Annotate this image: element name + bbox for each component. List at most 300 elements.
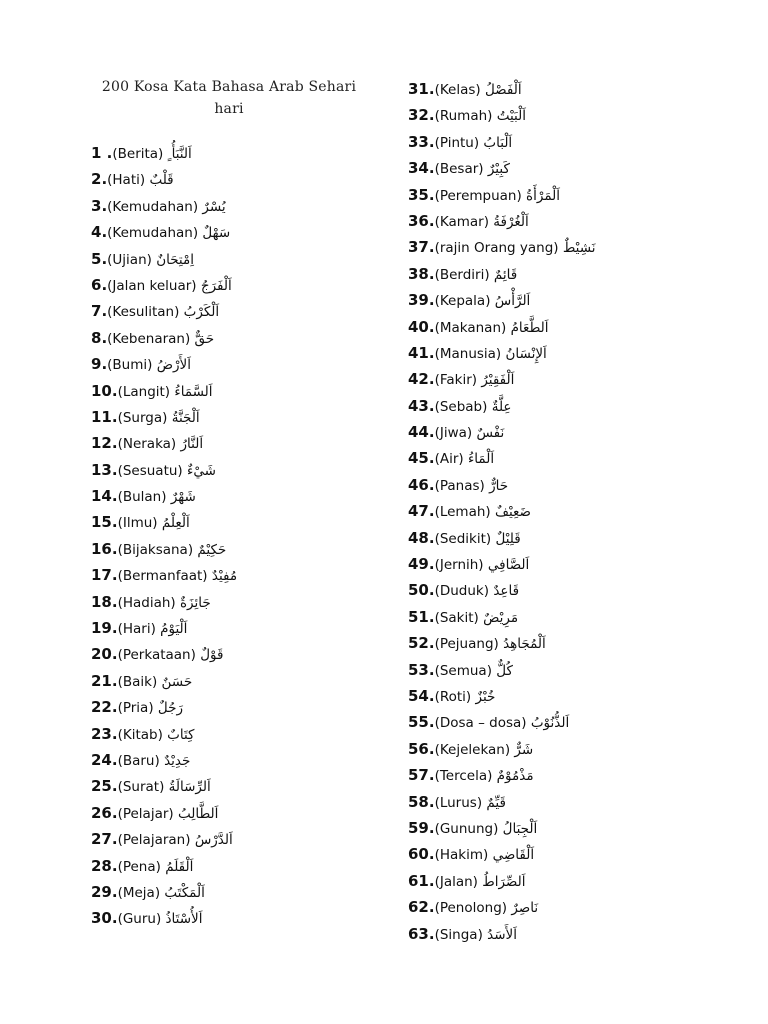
vocab-entry bbox=[408, 921, 748, 947]
entry-number: 45 bbox=[408, 449, 429, 468]
entry-number: 16 bbox=[91, 539, 112, 558]
vocab-entry bbox=[408, 525, 748, 551]
entry-separator: . bbox=[111, 566, 118, 585]
entry-number: 60 bbox=[408, 845, 429, 864]
entry-arabic: سَهْلٌ bbox=[202, 225, 231, 242]
entry-arabic: جَدِيْدٌ bbox=[164, 752, 191, 769]
vocab-entry bbox=[408, 657, 748, 683]
entry-separator: . bbox=[101, 170, 108, 189]
entry-arabic: نَفْسٌ bbox=[476, 425, 505, 442]
entry-meaning: (Berdiri) bbox=[434, 266, 490, 283]
document-title bbox=[84, 76, 374, 120]
entry-number: 35 bbox=[408, 185, 429, 204]
entry-separator: . bbox=[111, 645, 118, 664]
entry-separator: . bbox=[101, 196, 108, 215]
entry-meaning: (Panas) bbox=[434, 477, 485, 494]
vocab-entry bbox=[91, 826, 391, 852]
entry-meaning: (Pintu) bbox=[434, 134, 480, 151]
entry-meaning: (Lurus) bbox=[434, 794, 483, 811]
entry-separator: . bbox=[428, 871, 435, 890]
vocab-entry bbox=[408, 762, 748, 788]
vocab-entry bbox=[91, 325, 391, 351]
entry-arabic: اَلأَسَدُ bbox=[487, 926, 517, 943]
entry-arabic: اَلنَّارُ bbox=[180, 436, 204, 453]
entry-meaning: (Fakir) bbox=[434, 372, 478, 389]
entry-number: 62 bbox=[408, 898, 429, 917]
vocab-entry bbox=[91, 747, 391, 773]
entry-meaning: (Perkataan) bbox=[117, 647, 196, 664]
entry-arabic: قَيِّمٌ bbox=[486, 794, 506, 811]
vocab-entry bbox=[91, 483, 391, 509]
vocab-entry bbox=[91, 879, 391, 905]
entry-number: 40 bbox=[408, 317, 429, 336]
vocab-entry bbox=[408, 577, 748, 603]
entry-meaning: (Sesuatu) bbox=[117, 462, 183, 479]
entry-number: 59 bbox=[408, 818, 429, 837]
entry-separator: . bbox=[428, 423, 435, 442]
entry-meaning: (Jernih) bbox=[434, 557, 484, 574]
entry-separator: . bbox=[111, 619, 118, 638]
entry-separator: . bbox=[111, 513, 118, 532]
entry-arabic: نَشِيْطٌ bbox=[562, 240, 596, 257]
entry-separator: . bbox=[428, 924, 435, 943]
vocab-entry bbox=[91, 378, 391, 404]
vocab-entry bbox=[91, 615, 391, 641]
entry-separator: . bbox=[111, 407, 118, 426]
entry-number: 31 bbox=[408, 80, 429, 98]
entry-arabic: اَلْمَرْأَةُ bbox=[526, 187, 560, 204]
entry-number: 55 bbox=[408, 713, 429, 732]
entry-meaning: (Kepala) bbox=[434, 293, 491, 310]
entry-number: 26 bbox=[91, 803, 112, 822]
entry-number: 29 bbox=[91, 882, 112, 901]
entry-number: 39 bbox=[408, 291, 429, 310]
entry-meaning: (Kesulitan) bbox=[107, 304, 180, 321]
entry-separator: . bbox=[111, 487, 118, 506]
entry-meaning: (Sedikit) bbox=[434, 530, 492, 547]
entry-separator: . bbox=[428, 449, 435, 468]
entry-separator: . bbox=[428, 792, 435, 811]
vocab-entry bbox=[408, 683, 748, 709]
entry-separator: . bbox=[428, 396, 435, 415]
entry-separator: . bbox=[111, 856, 118, 875]
entry-arabic: اَلْجَنَّةُ bbox=[171, 409, 200, 426]
entry-arabic: اَلْفَقِيْرُ bbox=[481, 372, 515, 389]
entry-arabic: اَلنَّبَأُ ٍ bbox=[167, 146, 192, 162]
entry-meaning: (Ilmu) bbox=[117, 515, 158, 532]
entry-number: 53 bbox=[408, 660, 429, 679]
entry-arabic: اَلْقَاضِي bbox=[492, 847, 535, 864]
entry-number: 32 bbox=[408, 106, 429, 125]
vocab-entry bbox=[91, 404, 391, 430]
entry-arabic: حَقٌّ bbox=[194, 330, 215, 347]
vocab-entry bbox=[408, 630, 748, 656]
vocab-entry bbox=[408, 709, 748, 735]
entry-number: 48 bbox=[408, 528, 429, 547]
entry-number: 17 bbox=[91, 566, 112, 585]
entry-number: 57 bbox=[408, 766, 429, 785]
entry-separator: . bbox=[111, 909, 118, 928]
entry-arabic: اَلدَّرْسُ bbox=[194, 832, 233, 849]
entry-arabic: اَلصَّافِي bbox=[487, 557, 530, 574]
vocab-entry bbox=[408, 894, 748, 920]
entry-number: 43 bbox=[408, 396, 429, 415]
vocab-entry bbox=[408, 419, 748, 445]
entry-separator: . bbox=[428, 713, 435, 732]
entry-separator: . bbox=[428, 317, 435, 336]
entry-number: 52 bbox=[408, 634, 429, 653]
entry-arabic: جَائِزَةٌ bbox=[179, 594, 211, 611]
title-line-2: hari bbox=[214, 101, 244, 117]
entry-separator: . bbox=[428, 528, 435, 547]
entry-arabic: اَلْفَصْلُ bbox=[484, 82, 522, 98]
vocab-entry bbox=[91, 589, 391, 615]
entry-arabic: اَلْبَابُ bbox=[483, 134, 513, 151]
entry-arabic: اَلْمَكْتَبُ bbox=[164, 884, 205, 901]
entry-number: 6 bbox=[91, 275, 102, 294]
vocab-entry bbox=[408, 261, 748, 287]
entry-arabic: قَوْلٌ bbox=[200, 647, 224, 664]
entry-number: 50 bbox=[408, 581, 429, 600]
entry-arabic: عِلَّةٌ bbox=[491, 398, 512, 415]
vocab-entry bbox=[408, 76, 748, 102]
entry-arabic: شَيْءٌ bbox=[187, 462, 216, 479]
entry-arabic: قَائِمٌ bbox=[493, 266, 518, 283]
entry-arabic: اَلْقَلَمُ bbox=[165, 858, 194, 875]
entry-separator: . bbox=[111, 803, 118, 822]
vocab-entry bbox=[408, 234, 748, 260]
entry-separator: . bbox=[428, 343, 435, 362]
entry-number: 34 bbox=[408, 159, 429, 178]
vocab-entry bbox=[408, 868, 748, 894]
entry-meaning: (Perempuan) bbox=[434, 187, 522, 204]
entry-number: 30 bbox=[91, 909, 112, 928]
entry-number: 22 bbox=[91, 698, 112, 717]
vocab-entry bbox=[91, 351, 391, 377]
entry-meaning: (Hari) bbox=[117, 621, 156, 638]
entry-meaning: (Semua) bbox=[434, 662, 492, 679]
vocab-entry bbox=[408, 445, 748, 471]
entry-arabic: قَلْبٌ bbox=[149, 172, 174, 189]
entry-arabic: شَرٌّ bbox=[514, 741, 534, 758]
entry-separator: . bbox=[428, 291, 435, 310]
vocab-entry bbox=[91, 668, 391, 694]
entry-arabic: قَلِيْلٌ bbox=[495, 530, 521, 547]
vocab-entry bbox=[408, 287, 748, 313]
entry-number: 4 bbox=[91, 223, 102, 242]
entry-meaning: (Makanan) bbox=[434, 319, 507, 336]
entry-separator: . bbox=[101, 275, 108, 294]
entry-meaning: (Tercela) bbox=[434, 768, 493, 785]
entry-arabic: ضَعِيْفٌ bbox=[494, 504, 532, 521]
entry-arabic: اَلسَّمَاءُ bbox=[174, 383, 213, 400]
entry-meaning: (Jiwa) bbox=[434, 425, 473, 442]
entry-separator: . bbox=[428, 264, 435, 283]
vocab-entry bbox=[408, 129, 748, 155]
entry-number: 49 bbox=[408, 555, 429, 574]
entry-arabic: اَلْيَوْمُ bbox=[160, 621, 188, 638]
entry-separator: . bbox=[428, 238, 435, 257]
entry-arabic: قَاعِدٌ bbox=[493, 583, 520, 600]
entry-arabic: شَهْرٌ bbox=[170, 489, 196, 506]
entry-arabic: خُبْزٌ bbox=[475, 688, 496, 705]
entry-arabic: اَلرِّسَالَةُ bbox=[168, 779, 211, 796]
entry-meaning: (Bulan) bbox=[117, 489, 167, 506]
entry-number: 42 bbox=[408, 370, 429, 389]
entry-arabic: يُسْرٌ bbox=[202, 198, 226, 215]
vocab-entry bbox=[91, 457, 391, 483]
entry-number: 47 bbox=[408, 502, 429, 521]
vocab-list-left bbox=[91, 140, 391, 932]
entry-separator: . bbox=[111, 671, 118, 690]
entry-number: 63 bbox=[408, 924, 429, 943]
vocab-entry bbox=[408, 841, 748, 867]
entry-number: 56 bbox=[408, 739, 429, 758]
entry-meaning: (Kelas) bbox=[434, 82, 481, 98]
entry-meaning: (Langit) bbox=[117, 383, 171, 400]
entry-number: 18 bbox=[91, 592, 112, 611]
entry-separator: . bbox=[428, 845, 435, 864]
entry-meaning: (Bumi) bbox=[107, 357, 153, 374]
vocab-entry bbox=[91, 641, 391, 667]
vocab-entry bbox=[91, 694, 391, 720]
vocab-entry bbox=[408, 314, 748, 340]
entry-arabic: مَرِيْضٌ bbox=[483, 609, 519, 626]
vocab-entry bbox=[91, 773, 391, 799]
entry-meaning: (Pena) bbox=[117, 858, 161, 875]
entry-separator: . bbox=[111, 592, 118, 611]
entry-arabic: اَلإِنْسَانُ bbox=[505, 345, 547, 362]
entry-meaning: (Lemah) bbox=[434, 504, 491, 521]
entry-number: 24 bbox=[91, 750, 112, 769]
entry-separator: . bbox=[111, 724, 118, 743]
vocab-entry bbox=[408, 551, 748, 577]
entry-separator: . bbox=[428, 634, 435, 653]
vocab-list-right bbox=[408, 76, 748, 947]
entry-number: 14 bbox=[91, 487, 112, 506]
entry-arabic: اَلْجِبَالُ bbox=[502, 820, 538, 837]
entry-number: 37 bbox=[408, 238, 429, 257]
entry-separator: . bbox=[428, 475, 435, 494]
vocab-entry bbox=[408, 182, 748, 208]
vocab-entry bbox=[408, 102, 748, 128]
entry-meaning: (Singa) bbox=[434, 926, 483, 943]
entry-meaning: (Pelajar) bbox=[117, 805, 174, 822]
entry-meaning: (Hakim) bbox=[434, 847, 489, 864]
entry-number: 46 bbox=[408, 475, 429, 494]
entry-number: 41 bbox=[408, 343, 429, 362]
entry-number: 38 bbox=[408, 264, 429, 283]
entry-arabic: اَلْمُجَاهِدُ bbox=[503, 636, 546, 653]
entry-meaning: (Air) bbox=[434, 451, 464, 468]
vocab-entry bbox=[91, 193, 391, 219]
entry-separator: . bbox=[101, 249, 108, 268]
vocab-entry bbox=[408, 393, 748, 419]
entry-number: 20 bbox=[91, 645, 112, 664]
entry-separator: . bbox=[101, 223, 108, 242]
entry-meaning: (Manusia) bbox=[434, 345, 502, 362]
vocab-entry bbox=[408, 815, 748, 841]
entry-arabic: اَلْكَرْبُ bbox=[183, 304, 220, 321]
vocab-entry bbox=[408, 366, 748, 392]
vocab-entry bbox=[408, 498, 748, 524]
entry-meaning: (Baik) bbox=[117, 673, 158, 690]
entry-number: 10 bbox=[91, 381, 112, 400]
entry-separator: . bbox=[428, 739, 435, 758]
entry-number: 12 bbox=[91, 434, 112, 453]
entry-number: 27 bbox=[91, 830, 112, 849]
entry-arabic: حَسَنٌ bbox=[161, 673, 193, 690]
vocab-entry bbox=[408, 472, 748, 498]
title-line-1: 200 Kosa Kata Bahasa Arab Sehari bbox=[101, 79, 357, 95]
vocab-entry bbox=[91, 905, 391, 931]
entry-arabic: اَلْمَاءُ bbox=[467, 451, 495, 468]
entry-number: 51 bbox=[408, 607, 429, 626]
entry-separator: . bbox=[428, 106, 435, 125]
entry-separator: . bbox=[111, 830, 118, 849]
entry-number: 44 bbox=[408, 423, 429, 442]
entry-arabic: حَكِيْمٌ bbox=[197, 541, 227, 558]
entry-separator: . bbox=[111, 381, 118, 400]
entry-number: 3 bbox=[91, 196, 102, 215]
entry-meaning: (Kemudahan) bbox=[107, 225, 199, 242]
entry-meaning: (Pelajaran) bbox=[117, 832, 191, 849]
entry-meaning: (Sakit) bbox=[434, 609, 479, 626]
entry-meaning: (Penolong) bbox=[434, 900, 508, 917]
entry-meaning: (rajin Orang yang) bbox=[434, 240, 559, 257]
vocab-entry bbox=[408, 789, 748, 815]
entry-number: 33 bbox=[408, 132, 429, 151]
entry-separator: . bbox=[428, 370, 435, 389]
entry-separator: . bbox=[111, 434, 118, 453]
entry-meaning: (Kemudahan) bbox=[107, 198, 199, 215]
entry-separator: . bbox=[428, 555, 435, 574]
entry-arabic: اَلرَّأْسُ bbox=[494, 293, 531, 310]
entry-meaning: (Surat) bbox=[117, 779, 165, 796]
entry-meaning: (Surga) bbox=[117, 409, 168, 426]
vocab-entry bbox=[91, 509, 391, 535]
entry-meaning: (Neraka) bbox=[117, 436, 177, 453]
entry-number: 11 bbox=[91, 407, 112, 426]
entry-meaning: (Jalan keluar) bbox=[107, 277, 197, 294]
vocab-entry bbox=[91, 430, 391, 456]
entry-arabic: اَلذُّنُوْبُ bbox=[530, 715, 570, 732]
entry-separator: . bbox=[428, 211, 435, 230]
entry-meaning: (Ujian) bbox=[107, 251, 152, 268]
entry-separator: . bbox=[428, 581, 435, 600]
entry-separator: . bbox=[111, 750, 118, 769]
entry-separator: . bbox=[101, 144, 113, 162]
vocab-entry bbox=[91, 140, 391, 166]
entry-number: 7 bbox=[91, 302, 102, 321]
vocab-entry bbox=[91, 219, 391, 245]
vocab-entry bbox=[91, 298, 391, 324]
entry-arabic: نَاصِرٌ bbox=[511, 900, 539, 917]
entry-arabic: مُفِيْدٌ bbox=[211, 568, 238, 585]
entry-number: 1 bbox=[91, 144, 102, 162]
vocab-entry bbox=[408, 736, 748, 762]
entry-separator: . bbox=[428, 132, 435, 151]
entry-meaning: (Hadiah) bbox=[117, 594, 176, 611]
entry-meaning: (Pejuang) bbox=[434, 636, 499, 653]
entry-number: 23 bbox=[91, 724, 112, 743]
entry-number: 25 bbox=[91, 777, 112, 796]
entry-number: 5 bbox=[91, 249, 102, 268]
entry-separator: . bbox=[428, 818, 435, 837]
entry-meaning: (Kejelekan) bbox=[434, 741, 511, 758]
entry-meaning: (Duduk) bbox=[434, 583, 490, 600]
entry-arabic: اَلْعِلْمُ bbox=[161, 515, 190, 532]
vocab-entry bbox=[408, 155, 748, 181]
entry-meaning: (Bermanfaat) bbox=[117, 568, 208, 585]
entry-separator: . bbox=[428, 80, 435, 98]
entry-arabic: كِتَابٌ bbox=[167, 726, 195, 743]
entry-number: 9 bbox=[91, 355, 102, 374]
entry-arabic: اَلطَّالِبُ bbox=[177, 805, 219, 822]
entry-meaning: (Dosa – dosa) bbox=[434, 715, 527, 732]
entry-meaning: (Kebenaran) bbox=[107, 330, 191, 347]
entry-number: 36 bbox=[408, 211, 429, 230]
entry-arabic: حَارٌّ bbox=[489, 477, 509, 494]
entry-separator: . bbox=[101, 355, 108, 374]
entry-number: 21 bbox=[91, 671, 112, 690]
entry-arabic: اِمْتِحَانٌ bbox=[156, 251, 194, 268]
entry-arabic: اَلأُسْتَاذُ bbox=[165, 911, 203, 928]
entry-separator: . bbox=[111, 882, 118, 901]
vocab-entry bbox=[408, 208, 748, 234]
vocab-entry bbox=[91, 246, 391, 272]
vocab-entry bbox=[408, 604, 748, 630]
vocab-entry bbox=[91, 853, 391, 879]
entry-arabic: كُلٌّ bbox=[496, 662, 513, 679]
vocab-entry bbox=[91, 536, 391, 562]
vocab-entry bbox=[91, 800, 391, 826]
entry-number: 2 bbox=[91, 170, 102, 189]
entry-meaning: (Gunung) bbox=[434, 820, 499, 837]
entry-separator: . bbox=[111, 460, 118, 479]
vocab-entry bbox=[91, 272, 391, 298]
vocab-entry bbox=[91, 562, 391, 588]
entry-separator: . bbox=[111, 777, 118, 796]
entry-arabic: اَلْغُرْفَةُ bbox=[493, 213, 529, 230]
entry-separator: . bbox=[428, 766, 435, 785]
entry-number: 28 bbox=[91, 856, 112, 875]
entry-number: 58 bbox=[408, 792, 429, 811]
entry-meaning: (Pria) bbox=[117, 700, 154, 717]
entry-separator: . bbox=[111, 698, 118, 717]
entry-separator: . bbox=[428, 159, 435, 178]
entry-arabic: اَلْفَرَجُ bbox=[200, 277, 232, 294]
vocab-entry bbox=[91, 721, 391, 747]
entry-meaning: (Guru) bbox=[117, 911, 162, 928]
entry-meaning: (Rumah) bbox=[434, 108, 493, 125]
entry-meaning: (Meja) bbox=[117, 884, 161, 901]
vocab-entry bbox=[91, 166, 391, 192]
entry-arabic: اَلأَرْضُ bbox=[156, 357, 191, 374]
entry-arabic: كَبِيْرٌ bbox=[487, 161, 510, 178]
entry-meaning: (Besar) bbox=[434, 161, 484, 178]
entry-meaning: (Baru) bbox=[117, 752, 160, 769]
entry-number: 19 bbox=[91, 619, 112, 638]
entry-meaning: (Hati) bbox=[107, 172, 146, 189]
entry-meaning: (Bijaksana) bbox=[117, 541, 194, 558]
entry-arabic: اَلصِّرَاطُ bbox=[482, 873, 526, 890]
entry-separator: . bbox=[101, 328, 108, 347]
entry-meaning: (Roti) bbox=[434, 688, 472, 705]
entry-arabic: مَذْمُوْمٌ bbox=[496, 768, 534, 785]
entry-separator: . bbox=[428, 607, 435, 626]
entry-meaning: (Sebab) bbox=[434, 398, 488, 415]
